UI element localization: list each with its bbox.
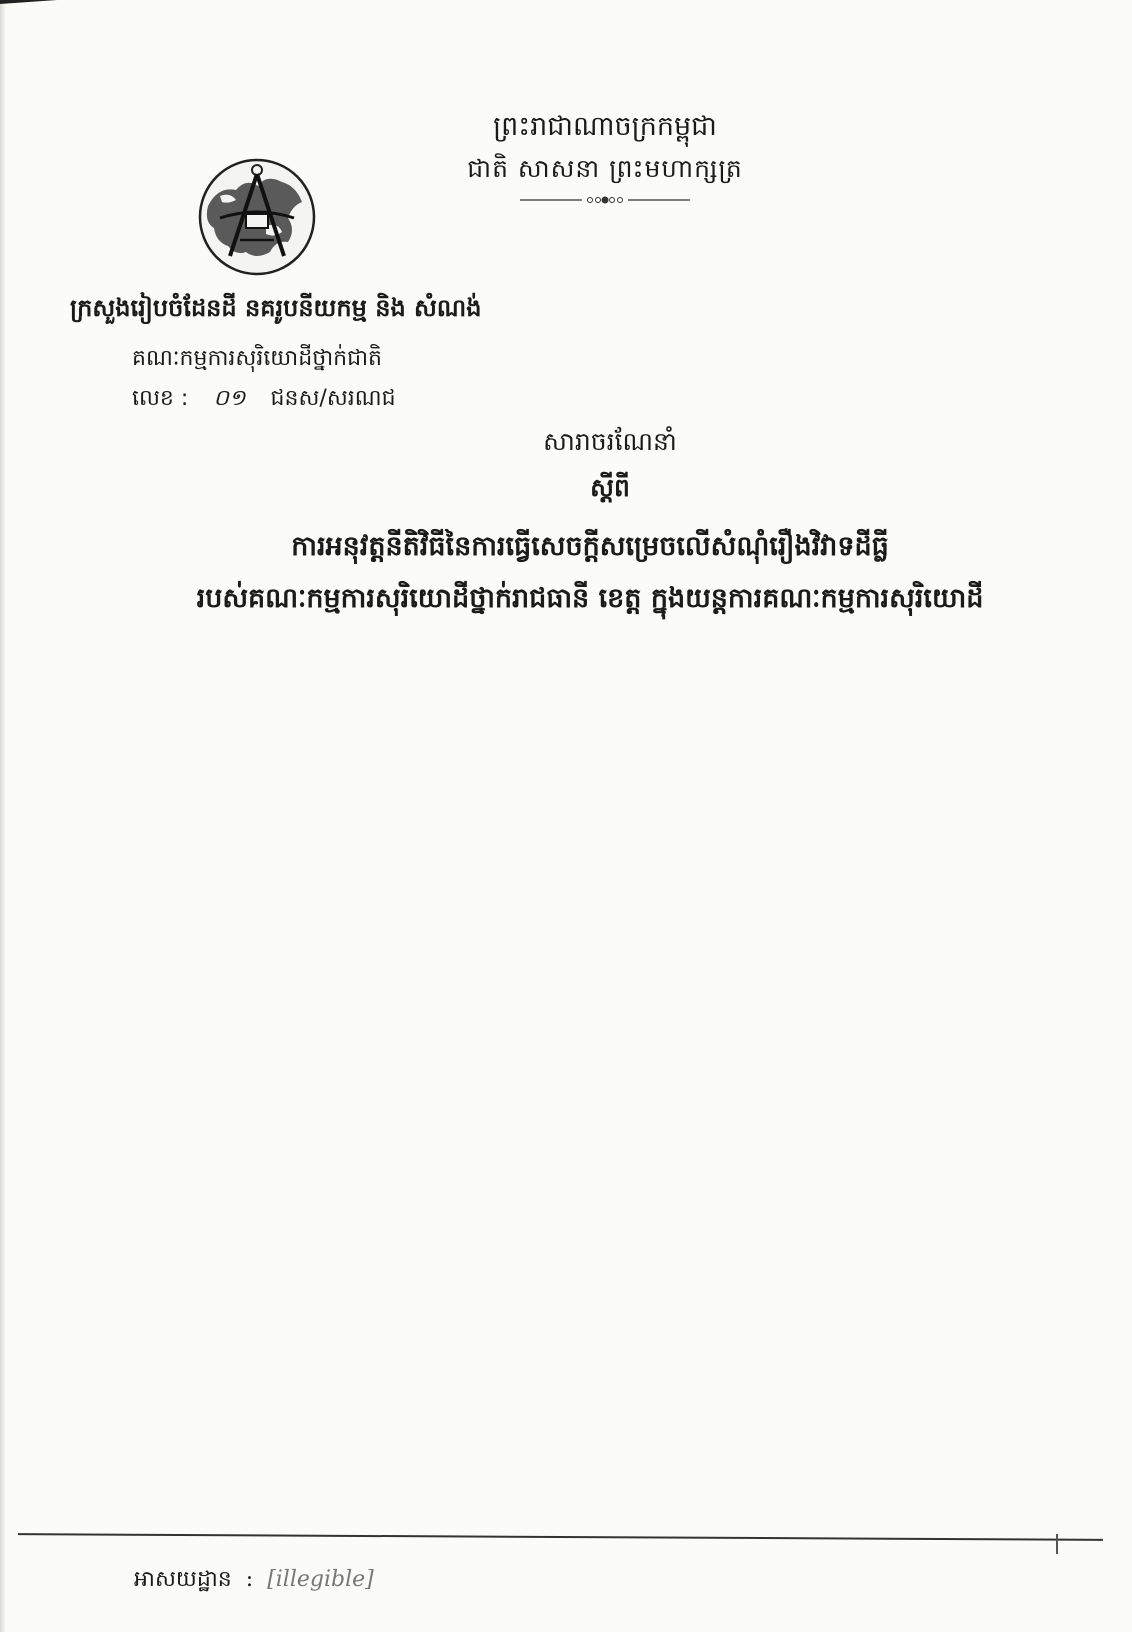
committee-name: គណៈកម្មការសុរិយោដីថ្នាក់ជាតិ	[132, 346, 383, 371]
ministry-logo-icon	[196, 156, 318, 278]
document-title-line-2: របស់គណៈកម្មការសុរិយោដីថ្នាក់រាជធានី ខេត្ត ក្នុងយន្តការគណៈកម្មការសុរិយោដី	[196, 583, 984, 614]
address-label: អាសយដ្ឋាន	[134, 1567, 232, 1592]
scan-corner-mark	[0, 0, 70, 12]
footer-address: អាសយដ្ឋាន : [illegible]	[134, 1567, 374, 1592]
national-motto: ជាតិ សាសនា ព្រះមហាក្សត្រ	[467, 154, 743, 183]
reference-value: ០១	[213, 386, 246, 411]
reference-label: លេខ :	[132, 386, 189, 411]
scan-edge	[0, 0, 6, 1632]
footer-tick	[1056, 1534, 1058, 1554]
reference-code: ជនស/សរណជ	[270, 386, 396, 411]
address-text: [illegible]	[267, 1567, 374, 1592]
ministry-name: ក្រសួងរៀបចំដែនដី នគរូបនីយកម្ម និង សំណង់	[70, 293, 482, 322]
kingdom-name: ព្រះរាជាណាចក្រកម្ពុជា	[493, 111, 717, 142]
document-title-line-1: ការអនុវត្តនីតិវិធីនៃការធ្វើសេចក្តីសម្រេចលើសំណុំរឿងវិវាទដីធ្លី	[291, 531, 889, 562]
subject-label: ស្តីពី	[590, 473, 630, 502]
national-header	[440, 105, 770, 211]
reference-number	[132, 380, 492, 418]
document-type: សារាចរណែនាំ	[543, 427, 677, 456]
footer-divider	[18, 1533, 1103, 1541]
ornament-divider-icon	[520, 193, 690, 207]
